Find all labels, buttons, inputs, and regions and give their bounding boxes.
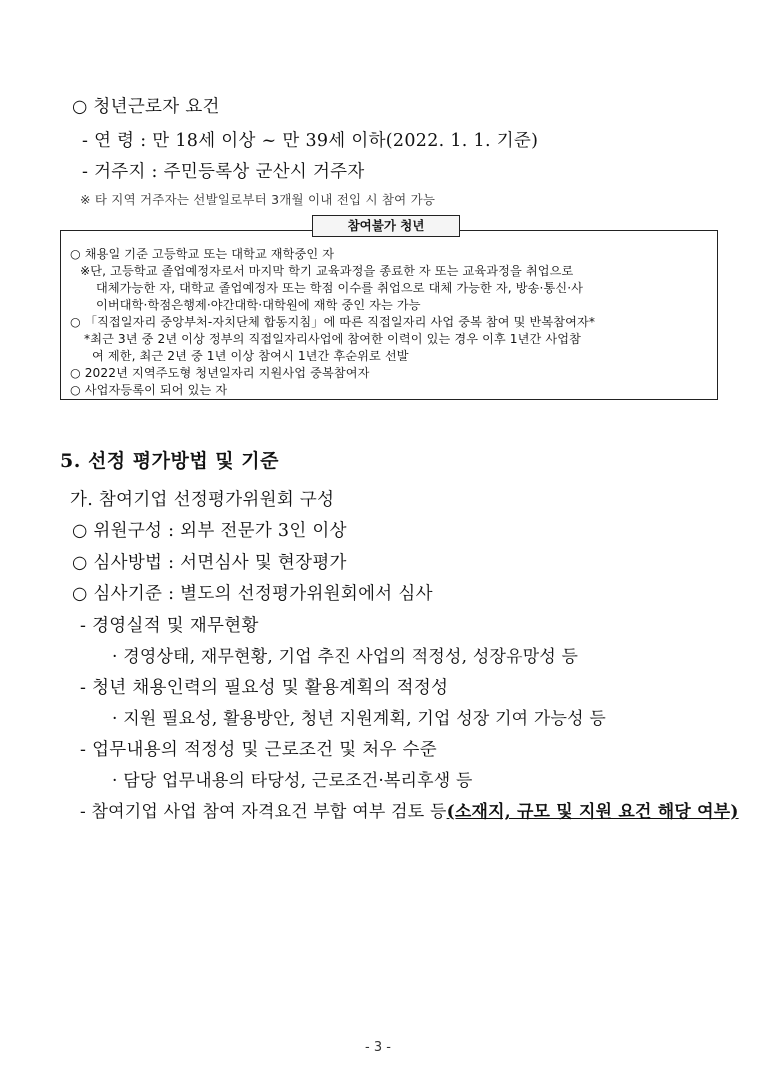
box-line: ○ 채용일 기준 고등학교 또는 대학교 재학중인 자 xyxy=(70,247,335,261)
youth-worker-requirement-title: ○ 청년근로자 요건 xyxy=(72,97,220,117)
criteria-item: - 업무내용의 적정성 및 근로조건 및 처우 수준 xyxy=(80,740,437,760)
criteria-item: - 청년 채용인력의 필요성 및 활용계획의 적정성 xyxy=(80,678,449,698)
box-line: ○ 사업자등록이 되어 있는 자 xyxy=(70,383,228,397)
criteria-item: - 경영실적 및 재무현황 xyxy=(80,616,259,636)
residence-requirement: - 거주지 : 주민등록상 군산시 거주자 xyxy=(82,162,365,182)
box-line: 여 제한, 최근 2년 중 1년 이상 참여시 1년간 후순위로 선발 xyxy=(92,349,409,363)
box-line: *최근 3년 중 2년 이상 정부의 직접일자리사업에 참여한 이력이 있는 경우 이후 1년간 사업참 xyxy=(84,332,581,346)
criteria-detail: · 지원 필요성, 활용방안, 청년 지원계획, 기업 성장 기여 가능성 등 xyxy=(112,709,607,729)
age-requirement: - 연 령 : 만 18세 이상 ~ 만 39세 이하(2022. 1. 1. 기준) xyxy=(82,131,539,151)
subsection-title: 가. 참여기업 선정평가위원회 구성 xyxy=(70,490,335,510)
criteria-item-last xyxy=(80,797,739,822)
review-method: ○ 심사방법 : 서면심사 및 현장평가 xyxy=(72,553,347,573)
section-heading: 5. 선정 평가방법 및 기준 xyxy=(60,450,279,472)
criteria-detail: · 담당 업무내용의 타당성, 근로조건·복리후생 등 xyxy=(112,771,473,791)
box-line: 대체가능한 자, 대학교 졸업예정자 또는 학점 이수를 취업으로 대체 가능한 자, 방송·통신·사 xyxy=(96,281,584,295)
box-line: ○ 2022년 지역주도형 청년일자리 지원사업 중복참여자 xyxy=(70,366,370,380)
residence-note: ※ 타 지역 거주자는 선발일로부터 3개월 이내 전입 시 참여 가능 xyxy=(80,192,436,207)
box-line: 이버대학·학점은행제·야간대학·대학원에 재학 중인 자는 가능 xyxy=(96,298,421,312)
box-line: ※단, 고등학교 졸업예정자로서 마지막 학기 교육과정을 종료한 자 또는 교육과정을 취업으로 xyxy=(80,264,574,278)
criteria-item-last-text: - 참여기업 사업 참여 자격요건 부합 여부 검토 등 xyxy=(80,802,447,822)
ineligible-youth-box-title: 참여불가 청년 xyxy=(312,215,460,237)
committee-members: ○ 위원구성 : 외부 전문가 3인 이상 xyxy=(72,521,347,541)
review-criteria: ○ 심사기준 : 별도의 선정평가위원회에서 심사 xyxy=(72,584,433,604)
criteria-detail: · 경영상태, 재무현황, 기업 추진 사업의 적정성, 성장유망성 등 xyxy=(112,647,579,667)
box-line: ○ 「직접일자리 중앙부처-자치단체 합동지침」에 따른 직접일자리 사업 중복 참여 및 반복참여자* xyxy=(70,315,596,329)
criteria-item-last-emphasis: (소재지, 규모 및 지원 요건 해당 여부) xyxy=(446,802,739,822)
page-number: - 3 - xyxy=(365,1040,391,1055)
